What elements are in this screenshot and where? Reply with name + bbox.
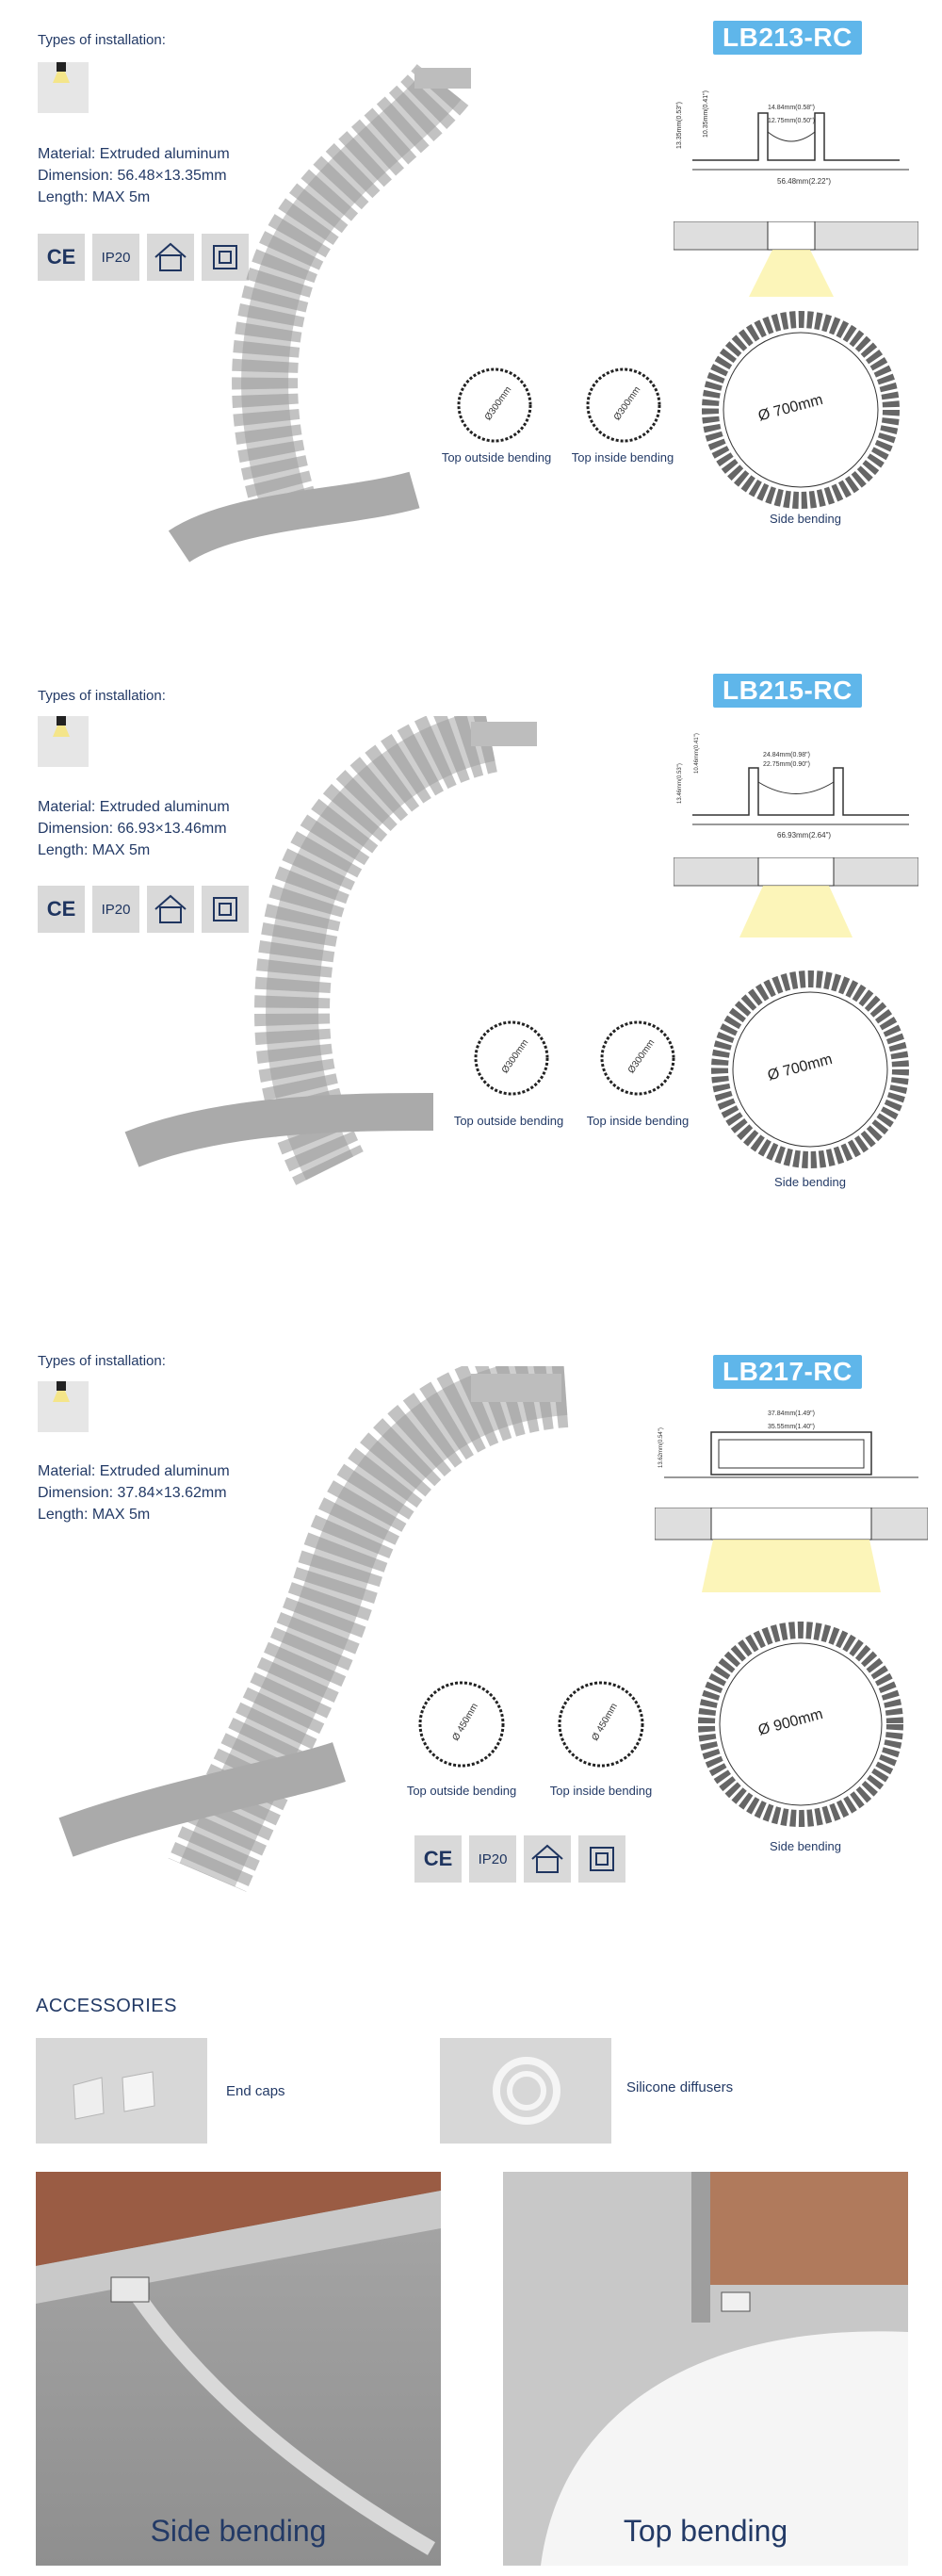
dim-inner: 10.35mm(0.41") xyxy=(703,90,709,138)
dim-top2: 22.75mm(0.90") xyxy=(763,761,810,768)
profile-render-lb213 xyxy=(160,57,537,584)
dimension-text: Dimension: 56.48×13.35mm xyxy=(38,168,227,184)
silicone-diffusers-label: Silicone diffusers xyxy=(626,2079,734,2095)
outside-bending-circle-lb217 xyxy=(414,1677,509,1771)
dim-top2: 35.55mm(1.40") xyxy=(768,1424,815,1430)
side-bending-caption: Side bending xyxy=(770,1839,841,1853)
inside-bending-caption: Top inside bending xyxy=(549,1784,653,1798)
outside-bending-circle-lb213 xyxy=(452,363,537,448)
model-badge-lb217: LB217-RC xyxy=(713,1355,862,1389)
dim-height: 13.62mm(0.54") xyxy=(658,1427,664,1468)
recessed-installation-icon xyxy=(38,716,89,767)
dimension-text: Dimension: 37.84×13.62mm xyxy=(38,1485,227,1501)
outside-bending-caption: Top outside bending xyxy=(453,1114,564,1128)
installation-drawing-lb213 xyxy=(674,221,918,297)
inside-bending-circle-lb217 xyxy=(554,1677,648,1771)
outside-bend-value: Ø300mm xyxy=(499,1037,531,1076)
ce-icon: CE xyxy=(38,886,85,933)
accessories-title: ACCESSORIES xyxy=(36,1996,177,2016)
side-bend-value: Ø 700mm xyxy=(766,1051,835,1084)
outside-bending-caption: Top outside bending xyxy=(406,1784,517,1798)
installation-drawing-lb215 xyxy=(674,857,918,937)
end-caps-image xyxy=(36,2038,207,2144)
dimension-text: Dimension: 66.93×13.46mm xyxy=(38,821,227,837)
cross-section-drawing-lb215 xyxy=(674,721,918,843)
dim-top1: 24.84mm(0.98") xyxy=(763,752,810,758)
types-of-installation-label: Types of installation: xyxy=(38,32,166,48)
ce-icon: CE xyxy=(38,234,85,281)
top-bending-photo xyxy=(503,2172,908,2566)
recessed-installation-icon-graphic xyxy=(38,716,89,767)
installation-drawing-lb217 xyxy=(655,1508,928,1592)
outside-bending-circle-lb215 xyxy=(469,1016,554,1101)
side-bending-circle-lb217 xyxy=(692,1616,909,1833)
house-icon xyxy=(524,1835,571,1883)
inside-bend-value: Ø 450mm xyxy=(590,1702,620,1743)
length-text: Length: MAX 5m xyxy=(38,842,151,858)
side-bending-photo-caption: Side bending xyxy=(150,2514,327,2548)
profile-render-lb215 xyxy=(113,716,546,1206)
ip20-badge: IP20 xyxy=(92,886,139,933)
side-bending-circle-lb215 xyxy=(702,966,918,1173)
ce-icon: CE xyxy=(414,1835,462,1883)
square-icon xyxy=(578,1835,625,1883)
length-text: Length: MAX 5m xyxy=(38,1507,151,1523)
outside-bend-value: Ø 450mm xyxy=(450,1702,480,1743)
material-text: Material: Extruded aluminum xyxy=(38,799,230,815)
side-bending-circle-lb213 xyxy=(692,306,909,514)
ip20-badge: IP20 xyxy=(469,1835,516,1883)
inside-bending-caption: Top inside bending xyxy=(571,450,674,465)
side-bending-photo xyxy=(36,2172,441,2566)
types-of-installation-label: Types of installation: xyxy=(38,1353,166,1369)
dim-top1: 14.84mm(0.58") xyxy=(768,105,815,111)
model-badge-lb213: LB213-RC xyxy=(713,21,862,55)
ip20-badge: IP20 xyxy=(92,234,139,281)
material-text: Material: Extruded aluminum xyxy=(38,1463,230,1479)
profile-render-lb217 xyxy=(57,1366,584,1913)
certification-row xyxy=(414,1835,625,1883)
inside-bending-circle-lb215 xyxy=(595,1016,680,1101)
side-bending-caption: Side bending xyxy=(770,512,841,526)
outside-bend-value: Ø300mm xyxy=(482,384,514,423)
side-bend-value: Ø 900mm xyxy=(756,1705,825,1739)
inside-bend-value: Ø300mm xyxy=(625,1037,658,1076)
outside-bending-caption: Top outside bending xyxy=(441,450,552,465)
recessed-installation-icon-graphic xyxy=(38,62,89,113)
dim-width: 56.48mm(2.22") xyxy=(777,177,832,186)
cross-section-drawing-lb217 xyxy=(655,1404,928,1489)
length-text: Length: MAX 5m xyxy=(38,189,151,205)
cross-section-drawing-lb213 xyxy=(674,75,918,188)
side-bend-value: Ø 700mm xyxy=(756,391,825,425)
dim-height: 13.35mm(0.53") xyxy=(676,102,683,149)
dim-height: 13.46mm(0.53") xyxy=(677,763,683,804)
material-text: Material: Extruded aluminum xyxy=(38,146,230,162)
top-bending-photo-caption: Top bending xyxy=(623,2514,788,2548)
end-caps-label: End caps xyxy=(226,2083,285,2099)
dim-top1: 37.84mm(1.49") xyxy=(768,1410,815,1417)
recessed-installation-icon xyxy=(38,62,89,113)
inside-bending-caption: Top inside bending xyxy=(586,1114,690,1128)
model-badge-lb215: LB215-RC xyxy=(713,674,862,708)
dim-width: 66.93mm(2.64") xyxy=(777,831,832,840)
types-of-installation-label: Types of installation: xyxy=(38,688,166,704)
side-bending-caption: Side bending xyxy=(774,1175,846,1189)
inside-bend-value: Ø300mm xyxy=(611,384,643,423)
inside-bending-circle-lb213 xyxy=(581,363,666,448)
dim-inner: 10.46mm(0.41") xyxy=(694,733,700,774)
silicone-diffusers-image xyxy=(440,2038,611,2144)
dim-top2: 12.75mm(0.50") xyxy=(768,118,815,124)
